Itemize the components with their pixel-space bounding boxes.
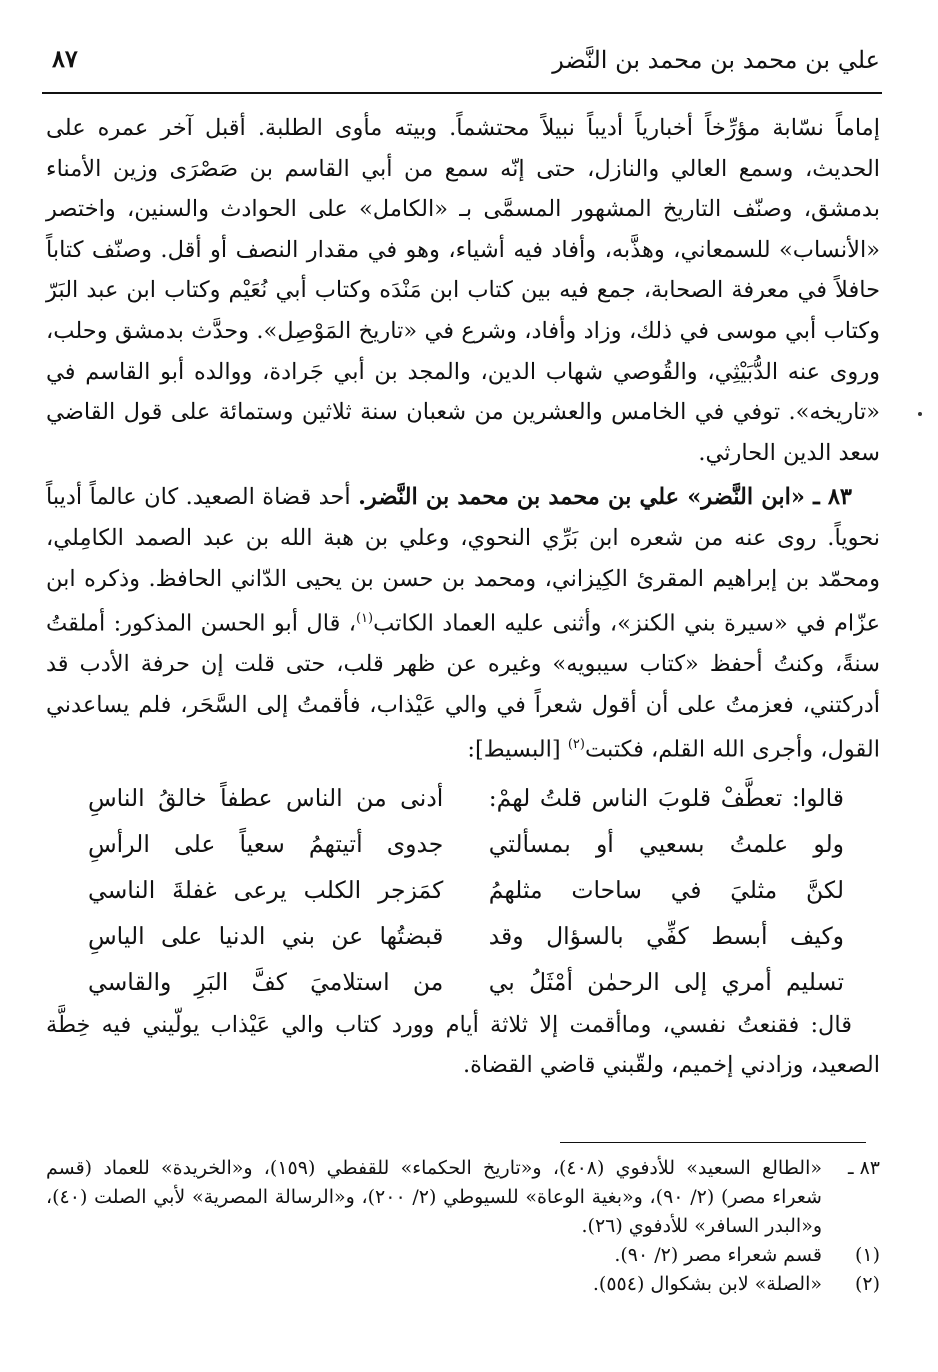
poem-verse	[88, 959, 844, 1005]
verse-second-hemistich: جدوى أتيتهمُ سعياً على الرأسِ	[88, 829, 444, 858]
header-rule	[42, 92, 882, 94]
verse-first-hemistich: لكنَّ مثليَ في ساحات مثلهمُ	[488, 875, 844, 904]
footnotes	[46, 1154, 880, 1299]
entry-heading: ٨٣ ـ «ابن النَّضر» علي بن محمد بن محمد بن النَّضر.	[358, 484, 852, 511]
footnote-1	[46, 1241, 880, 1270]
footnote-ref-2[interactable]: (٢)	[567, 737, 585, 753]
footnote-2	[46, 1270, 880, 1299]
footnote-ref-1[interactable]: (١)	[355, 611, 374, 627]
verse-first-hemistich: ولو علمتُ بسعيي أو بمسألتي	[488, 829, 844, 858]
footnote-label: (١)	[854, 1244, 880, 1266]
footnote-label: (٢)	[854, 1273, 880, 1295]
verse-first-hemistich: تسليم أمري إلى الرحمٰن أمْثَلُ بي	[488, 967, 844, 996]
page-number: ٨٧	[52, 44, 78, 73]
verse-second-hemistich: من استلاميَ كفَّ البَرِ والقاسي	[88, 967, 444, 996]
entry-intro-text: أحد قضاة الصعيد. كان عالماً أديباً نحوياً. روى عنه من شعره ابن بَرِّي النحوي، وعلي بن هبة الله بن عبد الصمد الكامِلي، ومحمّد بن إبراهيم المقرئ الكِيزاني، ومحمد بن حسن بن يحيى الدّاني الحافظ. وذكره ابن عزّام في «سيرة بني الكنز»، وأثنى عليه العماد الكاتب	[46, 484, 880, 637]
poem-verse	[88, 867, 844, 913]
footnote-text: «الطالع السعيد» للأدفوي (٤٠٨)، و«تاريخ الحكماء» للقفطي (١٥٩)، و«الخريدة» للعماد (قسم شعراء مصر) (٢/ ٩٠)، و«بغية الوعاة» للسيوطي (٢/ ٢٠٠)، و«الرسالة المصرية» لأبي الصلت (٤٠)، و«البدر السافر» للأدفوي (٢٦).	[46, 1157, 822, 1237]
footnote-text: قسم شعراء مصر (٢/ ٩٠).	[614, 1244, 822, 1266]
poem-meter: [البسيط]:	[467, 736, 568, 763]
footnote-sources	[46, 1154, 880, 1241]
verse-second-hemistich: قبضتُها عن بني الدنيا على الياسِ	[88, 921, 444, 950]
footnote-text: «الصلة» لابن بشكوال (٥٥٤).	[592, 1273, 822, 1295]
verse-second-hemistich: كمَزجر الكلب يرعى غفلةَ الناسي	[88, 875, 444, 904]
prev-entry-paragraph: إماماً نسّابة مؤرِّخاً أخبارياً أديباً نبيلاً محتشماً. وبيته مأوى الطلبة. أقبل آخر عمره على الحديث، وسمع العالي والنازل، حتى إنّه سمع من أبي القاسم بن صَصْرَى وزين الأمناء بدمشق، وصنّف التاريخ المشهور المسمَّى بـ «الكامل» على الحوادث والسنين، واختصر «الأنساب» للسمعاني، وهذَّبه، وأفاد فيه أشياء، وهو في مقدار النصف أو أقل. وصنّف كتاباً حافلاً في معرفة الصحابة، جمع فيه بين كتاب ابن مَنْدَه وكتاب أبي نُعَيْم وكتاب ابن عبد البَرّ وكتاب أبي موسى في ذلك، وزاد وأفاد، وشرع في «تاريخ المَوْصِل». وحدَّث بدمشق وحلب، وروى عنه الدُّبَيْثِي، والقُوصي شهاب الدين، والمجد بن أبي جَرادة، ووالده أبو القاسم في «تاريخه». توفي في الخامس والعشرين من شعبان سنة ثلاثين وستمائة على قول القاضي سعد الدين الحارثي.	[46, 115, 880, 466]
entry-text-after-fn1: ، قال أبو الحسن المذكور: أملقتُ سنةً، وكنتُ أحفظ «كتاب سيبويه» وغيره عن ظهر قلب، حتى قلت إن حرفة الأدب قد أدركتني، فعزمتُ على أن أقول شعراً في والي عَيْذاب، فأقمتُ إلى السَّحَر، فلم يساعدني القول، وأجرى الله القلم، فكتبت	[46, 610, 880, 763]
poem-verse	[88, 775, 844, 821]
footnote-rule	[560, 1142, 866, 1143]
footnote-label: ٨٣ ـ	[847, 1157, 880, 1179]
running-head	[48, 44, 882, 90]
poem-verse	[88, 913, 844, 959]
running-head-title: علي بن محمد بن محمد بن النَّضر	[552, 46, 880, 74]
main-text	[46, 108, 880, 1086]
closing-paragraph: قال: فقنعتُ نفسي، وماأقمت إلا ثلاثة أيام وورد كتاب والي عَيْذاب يولّيني فيه خِطَّة الصعيد، وزادني إخميم، ولقّبني قاضي القضاة.	[46, 1011, 880, 1079]
verse-first-hemistich: قالوا: تعطَّفْ قلوبَ الناس قلتُ لهمْ:	[488, 783, 844, 812]
verse-first-hemistich: وكيف أبسط كفِّي بالسؤال وقد	[488, 921, 844, 950]
verse-second-hemistich: أدنى من الناس عطفاً خالقُ الناسِ	[88, 783, 444, 812]
poem	[88, 775, 844, 1005]
margin-speck	[918, 412, 922, 416]
entry-intro-paragraph	[46, 477, 880, 770]
poem-verse	[88, 821, 844, 867]
